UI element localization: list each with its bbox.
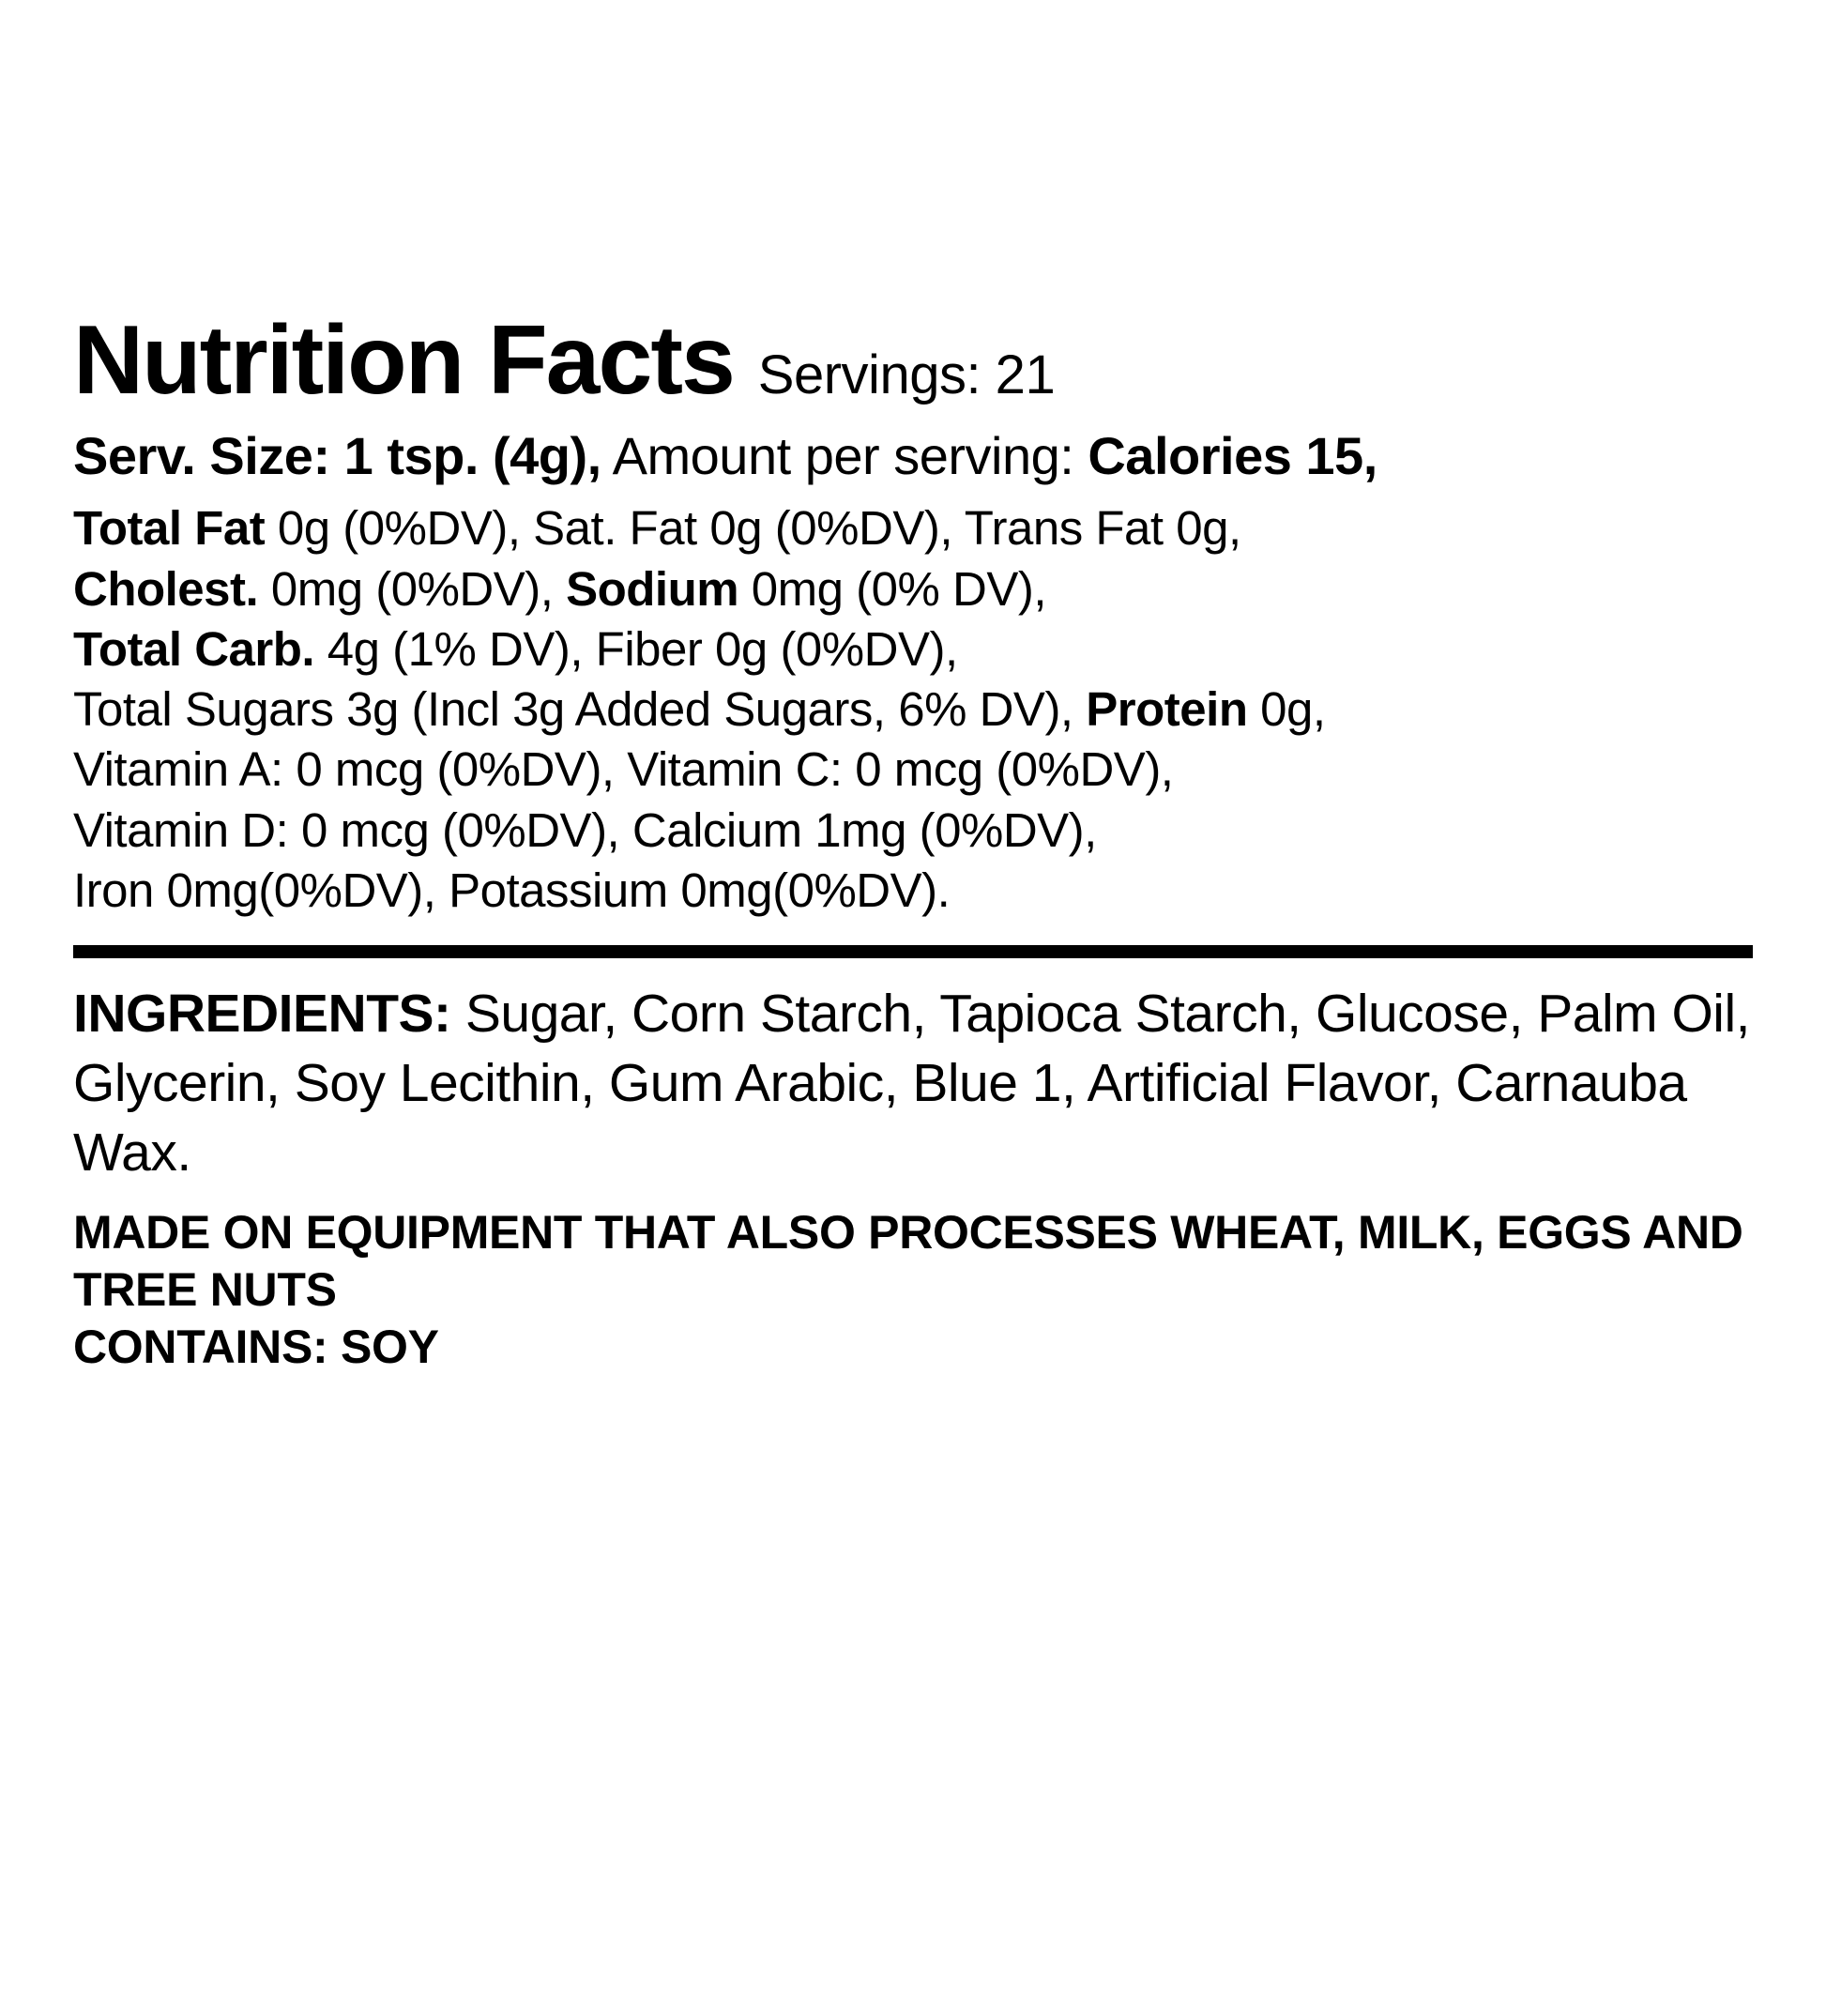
calories-value: Calories 15,	[1088, 426, 1377, 486]
total-carb-values: 4g (1% DV), Fiber 0g (0%DV),	[327, 621, 958, 676]
ingredients-block	[73, 979, 1753, 1187]
total-sugars-values: Total Sugars 3g (Incl 3g Added Sugars, 6% DV),	[73, 682, 1073, 737]
nutrient-row-fat	[73, 498, 1762, 558]
serving-size-label: Serv. Size: 1 tsp. (4g),	[73, 426, 601, 486]
nutrient-row-vitamin-d-calcium: Vitamin D: 0 mcg (0%DV), Calcium 1mg (0%DV),	[73, 802, 1097, 857]
servings-count: Servings: 21	[757, 344, 1056, 405]
ingredients-text: Sugar, Corn Starch, Tapioca Starch, Glucose, Palm Oil, Glycerin, Soy Lecithin, Gum Arabic, Blue 1, Artificial Flavor, Carnauba Wax.	[73, 984, 1750, 1184]
amount-per-serving-label: Amount per serving:	[612, 426, 1074, 486]
protein-value: 0g,	[1260, 682, 1326, 737]
page-title: Nutrition Facts	[73, 306, 734, 415]
nutrient-row-sugars-protein	[73, 680, 1762, 740]
nutrient-row-vitamin-a-c: Vitamin A: 0 mcg (0%DV), Vitamin C: 0 mcg (0%DV),	[73, 742, 1174, 797]
protein-label: Protein	[1086, 682, 1248, 737]
title-row	[73, 306, 1762, 415]
total-fat-values: 0g (0%DV), Sat. Fat 0g (0%DV), Trans Fat 0g,	[277, 501, 1241, 556]
total-carb-label: Total Carb.	[73, 621, 315, 676]
allergen-equipment-statement: MADE ON EQUIPMENT THAT ALSO PROCESSES WHEAT, MILK, EGGS AND TREE NUTS	[73, 1206, 1743, 1317]
allergen-block	[73, 1204, 1762, 1376]
sodium-label: Sodium	[566, 561, 739, 616]
nutrition-facts-panel	[73, 306, 1762, 1376]
nutrient-row-carb	[73, 619, 1762, 680]
cholesterol-label: Cholest.	[73, 561, 259, 616]
nutrient-list	[73, 498, 1762, 921]
section-divider	[73, 945, 1753, 958]
cholesterol-value: 0mg (0%DV),	[270, 561, 554, 616]
ingredients-label: INGREDIENTS:	[73, 984, 451, 1045]
serving-size-line	[73, 425, 1762, 487]
total-fat-label: Total Fat	[73, 501, 266, 556]
allergen-contains-statement: CONTAINS: SOY	[73, 1321, 439, 1374]
sodium-value: 0mg (0% DV),	[751, 561, 1047, 616]
nutrient-row-iron-potassium: Iron 0mg(0%DV), Potassium 0mg(0%DV).	[73, 863, 951, 917]
nutrient-row-cholesterol-sodium	[73, 559, 1762, 619]
